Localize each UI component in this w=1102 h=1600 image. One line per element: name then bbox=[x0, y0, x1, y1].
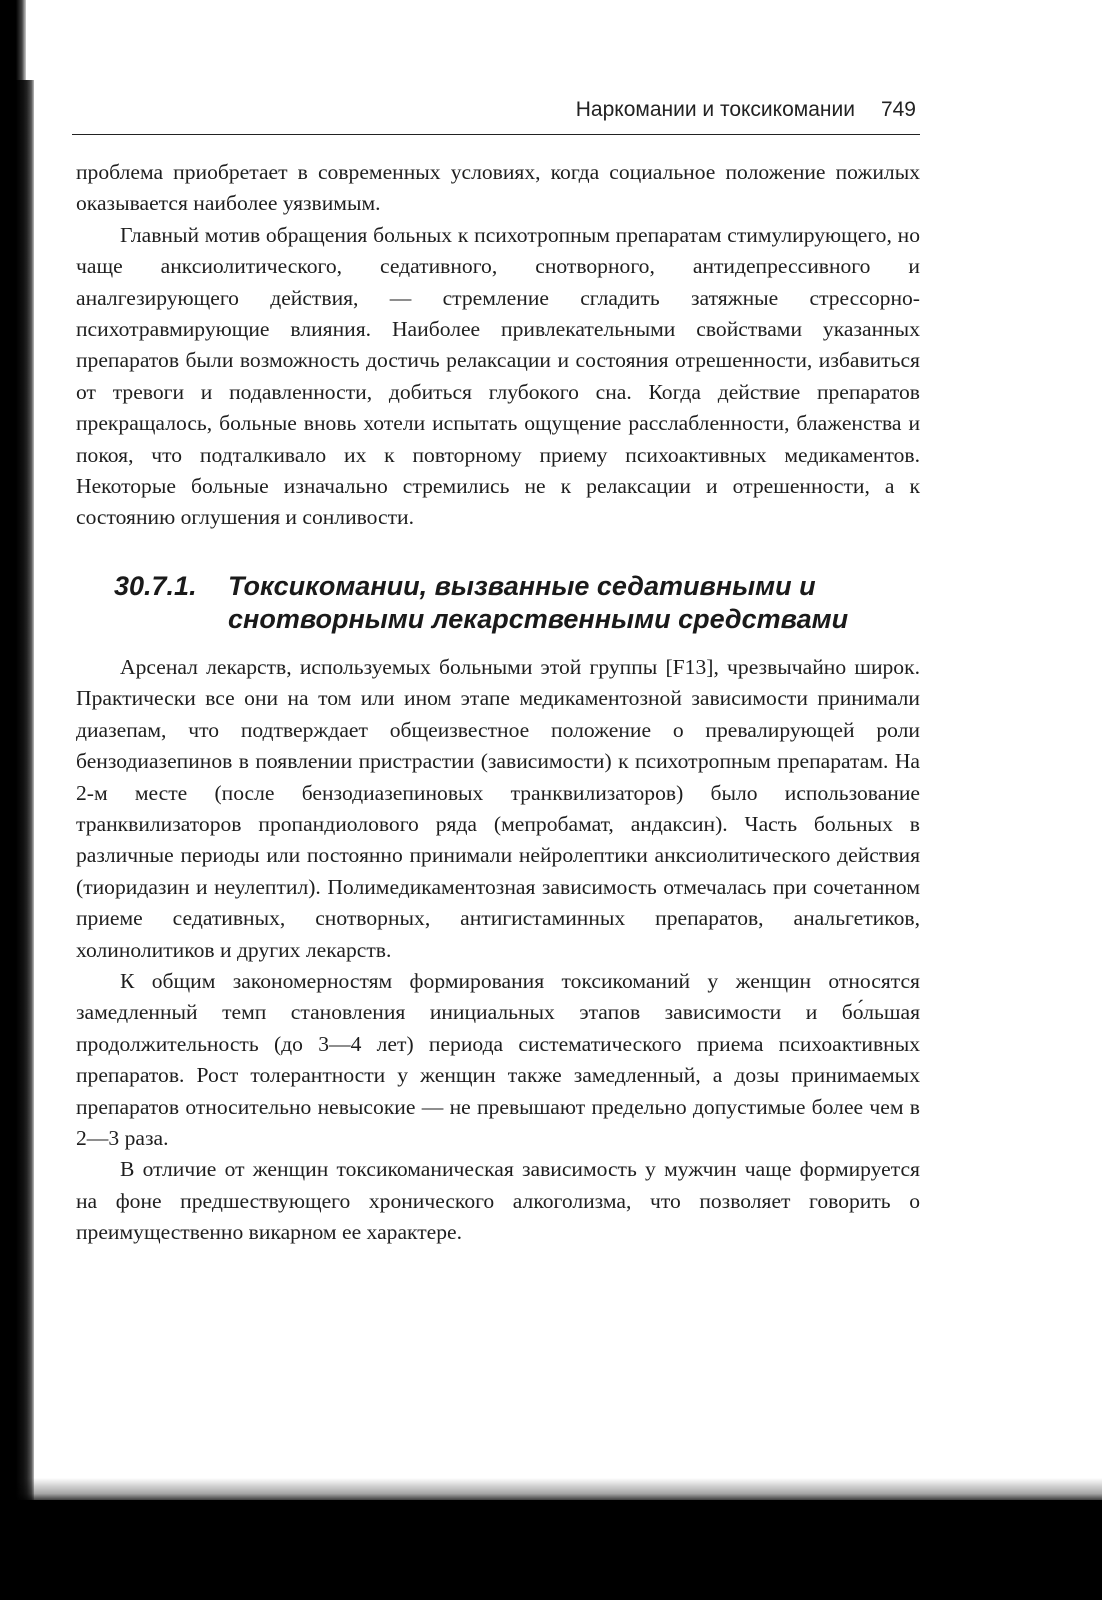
running-head bbox=[72, 98, 920, 135]
scan-left-edge-gradient bbox=[16, 80, 34, 1500]
running-head-title: Наркомании и токсикомании bbox=[575, 98, 855, 121]
scan-left-edge-shadow bbox=[0, 0, 16, 1600]
page-number: 749 bbox=[880, 98, 916, 121]
paragraph: К общим закономерностям формирования токсикоманий у женщин относятся замедленный темп становления инициальных этапов зависимости и бо́льшая продолжительность (до 3—4 лет) периода систематического приема психоактивных препаратов. Рост толерантности у женщин также замедленный, а дозы принимаемых препаратов относительно невысокие — не превышают предельно допустимые более чем в 2—3 раза. bbox=[76, 968, 920, 1150]
paragraph: проблема приобретает в современных условиях, когда социальное положение пожилых оказывается наиболее уязвимым. bbox=[76, 160, 920, 216]
paragraph: Главный мотив обращения больных к психотропным препаратам стимулирующего, но чаще анксиолитического, седативного, снотворного, антидепрессивного и аналгезирующего действия, — стремление сгладить затяжные стрессорно-психотравмирующие влияния. Наиболее привлекательными свойствами указанных препаратов были возможность достичь релаксации и состояния отрешенности, избавиться от тревоги и подавленности, добиться глубокого сна. Когда действие препаратов прекращалось, больные вновь хотели испытать ощущение расслабленности, блаженства и покоя, что подталкивало их к повторному приему психоактивных медикаментов. Некоторые больные изначально стремились не к релаксации и отрешенности, а к состоянию оглушения и сонливости. bbox=[76, 222, 920, 530]
section-title: Токсикомании, вызванные седативными и снотворными лекарственными средствами bbox=[228, 570, 849, 634]
section-heading bbox=[76, 570, 920, 636]
scan-left-edge-gradient-top bbox=[16, 0, 26, 80]
section-number: 30.7.1. bbox=[114, 570, 197, 601]
paragraph: Арсенал лекарств, используемых больными этой группы [F13], чрезвычайно широк. Практически все они на том или ином этапе медикаментозной зависимости принимали диазепам, что подтверждает общеизвестное положение о превалирующей роли бензодиазепинов в появлении пристрастии (зависимости) к психотропным препаратам. На 2-м месте (после бензодиазепиновых транквилизаторов) было использование транквилизаторов пропандиолового ряда (мепробамат, андаксин). Часть больных в различные периоды или постоянно принимали нейролептики анксиолитического действия (тиоридазин и неулептил). Полимедикаментозная зависимость отмечалась при сочетанном приеме седативных, снотворных, антигистаминных препаратов, анальгетиков, холинолитиков и других лекарств. bbox=[76, 654, 920, 962]
paragraph: В отличие от женщин токсикоманическая зависимость у мужчин чаще формируется на фоне предшествующего хронического алкоголизма, что позволяет говорить о преимущественно викарном ее характере. bbox=[76, 1157, 920, 1245]
scan-bottom-edge-shadow bbox=[0, 1500, 1102, 1600]
page-body bbox=[76, 157, 920, 1249]
